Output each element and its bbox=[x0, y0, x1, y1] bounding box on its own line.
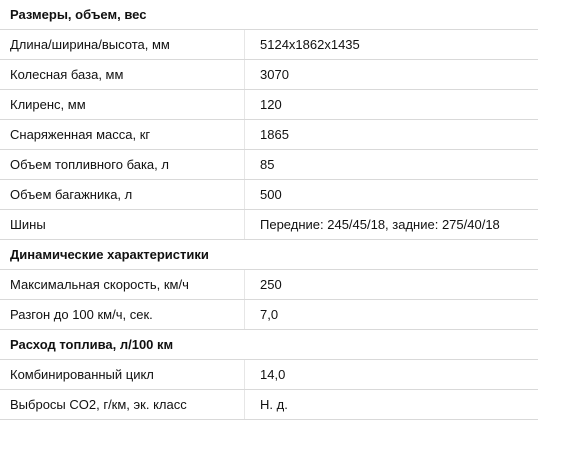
column-divider bbox=[244, 90, 245, 119]
spec-value: 5124x1862x1435 bbox=[260, 37, 360, 52]
column-divider bbox=[244, 360, 245, 389]
spec-value: 120 bbox=[260, 97, 282, 112]
section-heading-dimensions bbox=[0, 0, 538, 30]
column-divider bbox=[244, 300, 245, 329]
spec-row-clearance bbox=[0, 90, 538, 120]
section-title: Динамические характеристики bbox=[10, 247, 209, 262]
column-divider bbox=[244, 210, 245, 239]
column-divider bbox=[244, 120, 245, 149]
spec-row-tires bbox=[0, 210, 538, 240]
section-title: Размеры, объем, вес bbox=[10, 7, 147, 22]
spec-label: Максимальная скорость, км/ч bbox=[10, 277, 189, 292]
spec-row-acceleration bbox=[0, 300, 538, 330]
spec-value: 250 bbox=[260, 277, 282, 292]
spec-label: Выбросы CO2, г/км, эк. класс bbox=[10, 397, 187, 412]
spec-row-wheelbase bbox=[0, 60, 538, 90]
section-title: Расход топлива, л/100 км bbox=[10, 337, 174, 352]
spec-label: Объем топливного бака, л bbox=[10, 157, 169, 172]
spec-row-combined-cycle bbox=[0, 360, 538, 390]
column-divider bbox=[244, 60, 245, 89]
column-divider bbox=[244, 180, 245, 209]
spec-row-dimensions bbox=[0, 30, 538, 60]
spec-row-curb-weight bbox=[0, 120, 538, 150]
spec-value: Передние: 245/45/18, задние: 275/40/18 bbox=[260, 217, 500, 232]
column-divider bbox=[244, 270, 245, 299]
spec-row-trunk bbox=[0, 180, 538, 210]
spec-value: Н. д. bbox=[260, 397, 288, 412]
column-divider bbox=[244, 30, 245, 59]
spec-label: Объем багажника, л bbox=[10, 187, 133, 202]
spec-label: Колесная база, мм bbox=[10, 67, 124, 82]
spec-label: Клиренс, мм bbox=[10, 97, 86, 112]
spec-label: Снаряженная масса, кг bbox=[10, 127, 151, 142]
spec-value: 3070 bbox=[260, 67, 289, 82]
section-heading-dynamics bbox=[0, 240, 538, 270]
spec-value: 7,0 bbox=[260, 307, 279, 322]
spec-value: 500 bbox=[260, 187, 282, 202]
spec-label: Комбинированный цикл bbox=[10, 367, 154, 382]
section-heading-fuel bbox=[0, 330, 538, 360]
column-divider bbox=[244, 150, 245, 179]
spec-row-fuel-tank bbox=[0, 150, 538, 180]
column-divider bbox=[244, 390, 245, 419]
spec-row-co2 bbox=[0, 390, 538, 420]
spec-value: 1865 bbox=[260, 127, 289, 142]
spec-label: Длина/ширина/высота, мм bbox=[10, 37, 170, 52]
spec-value: 14,0 bbox=[260, 367, 286, 382]
spec-label: Разгон до 100 км/ч, сек. bbox=[10, 307, 153, 322]
spec-value: 85 bbox=[260, 157, 275, 172]
spec-row-max-speed bbox=[0, 270, 538, 300]
spec-label: Шины bbox=[10, 217, 46, 232]
